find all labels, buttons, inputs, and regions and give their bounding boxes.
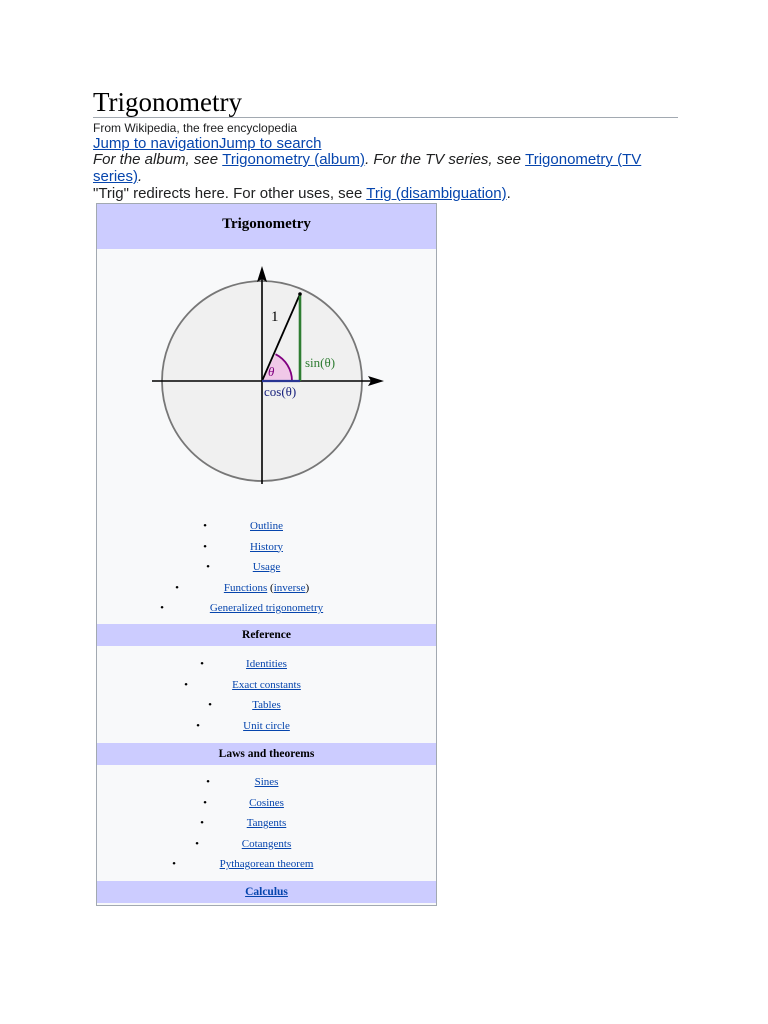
inverse-functions-link[interactable]: inverse	[273, 581, 306, 594]
calculus-link[interactable]: Calculus	[245, 886, 288, 898]
disambiguation-link[interactable]: Trig (disambiguation)	[366, 185, 507, 202]
bullet-icon: •	[160, 602, 164, 614]
reference-header: Reference	[97, 624, 436, 646]
jump-to-search-link[interactable]: Jump to search	[218, 135, 322, 152]
bullet-icon: •	[200, 658, 204, 670]
list-item	[97, 516, 436, 537]
main-topic-list	[97, 516, 436, 619]
list-item	[97, 675, 436, 696]
radius-label: 1	[271, 309, 279, 325]
bullet-icon: •	[196, 719, 200, 732]
bullet-icon: •	[200, 817, 204, 829]
list-item	[97, 598, 436, 619]
bullet-icon: •	[184, 678, 188, 691]
list-item	[97, 793, 436, 814]
bullet-icon: •	[203, 540, 207, 553]
list-item	[97, 578, 436, 599]
exact-constants-link[interactable]: Exact constants	[232, 678, 301, 691]
paren-text: )	[305, 581, 310, 594]
list-item	[97, 834, 436, 855]
hatnote-text: . For the TV series, see	[365, 151, 526, 168]
outline-link[interactable]: Outline	[250, 520, 283, 532]
list-item	[97, 854, 436, 875]
bullet-icon: •	[203, 520, 207, 532]
hatnote-redirect	[93, 185, 678, 202]
album-link[interactable]: Trigonometry (album)	[222, 151, 366, 168]
history-link[interactable]: History	[250, 540, 283, 553]
list-item	[97, 537, 436, 558]
list-item	[97, 695, 436, 716]
list-item	[97, 654, 436, 675]
laws-header: Laws and theorems	[97, 743, 436, 765]
jump-to-navigation-link[interactable]: Jump to navigation	[93, 135, 219, 152]
laws-list	[97, 772, 436, 875]
theta-label: θ	[268, 364, 275, 379]
reference-list	[97, 654, 436, 736]
identities-link[interactable]: Identities	[246, 658, 287, 670]
hatnote-album	[93, 151, 678, 185]
infobox-title: Trigonometry	[97, 204, 436, 249]
sine-label: sin(θ)	[305, 355, 336, 370]
unit-circle-link[interactable]: Unit circle	[243, 719, 290, 732]
infobox	[96, 203, 437, 906]
cotangents-link[interactable]: Cotangents	[241, 837, 292, 850]
page-title: Trigonometry	[93, 87, 243, 117]
pythagorean-theorem-link[interactable]: Pythagorean theorem	[219, 858, 314, 870]
hatnote-text: .	[138, 168, 143, 185]
bullet-icon: •	[203, 796, 207, 809]
cosines-link[interactable]: Cosines	[249, 796, 284, 809]
hatnote-text: .	[506, 185, 511, 202]
list-item	[97, 557, 436, 578]
functions-link[interactable]: Functions	[223, 581, 268, 594]
cosine-label: cos(θ)	[264, 384, 297, 399]
bullet-icon: •	[172, 858, 176, 870]
unit-circle-figure	[147, 259, 387, 489]
bullet-icon: •	[175, 581, 179, 594]
paren-text: (	[267, 581, 274, 594]
bullet-icon: •	[206, 561, 210, 573]
generalized-trigonometry-link[interactable]: Generalized trigonometry	[209, 602, 324, 614]
title-divider	[93, 117, 678, 118]
sines-link[interactable]: Sines	[254, 776, 279, 788]
usage-link[interactable]: Usage	[252, 561, 281, 573]
list-item	[97, 716, 436, 737]
circle-point	[298, 292, 302, 296]
hatnote-text: For the album, see	[93, 151, 223, 168]
list-item	[97, 772, 436, 793]
tv-series-link[interactable]: Trigonometry (TV series)	[93, 151, 642, 185]
tangents-link[interactable]: Tangents	[246, 817, 287, 829]
tables-link[interactable]: Tables	[252, 699, 281, 711]
hatnote-text: "Trig" redirects here. For other uses, see	[93, 185, 367, 202]
bullet-icon: •	[195, 837, 199, 850]
list-item	[97, 813, 436, 834]
calculus-header[interactable]	[97, 881, 436, 903]
site-tagline: From Wikipedia, the free encyclopedia	[93, 121, 298, 135]
bullet-icon: •	[208, 699, 212, 711]
bullet-icon: •	[206, 776, 210, 788]
